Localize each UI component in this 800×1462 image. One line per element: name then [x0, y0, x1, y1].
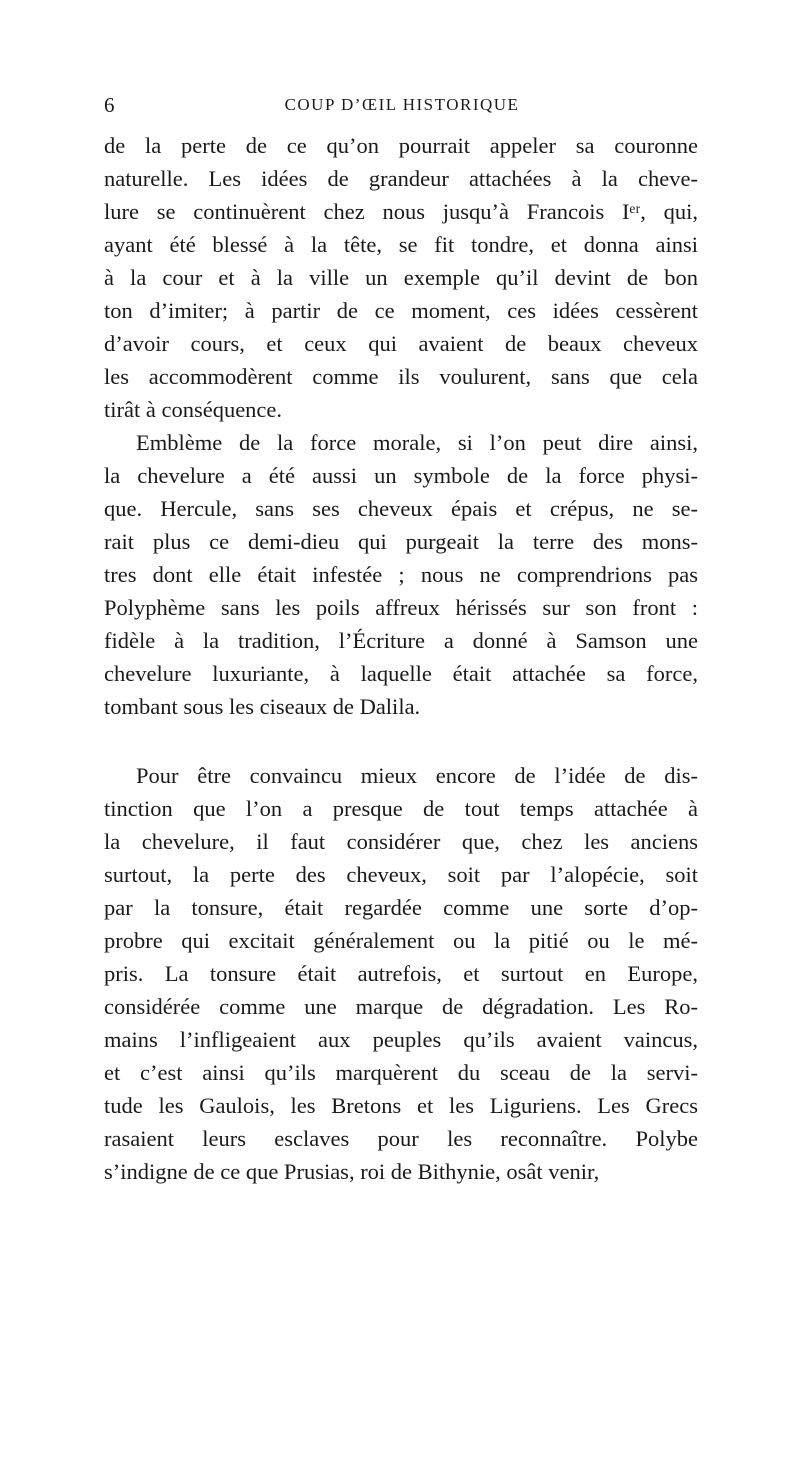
- paragraph: [104, 129, 698, 426]
- text-line: tinction que l’on a presque de tout temps attachée à: [104, 796, 698, 821]
- running-title: COUP D’ŒIL HISTORIQUE: [284, 95, 520, 114]
- text-line: chevelure luxuriante, à laquelle était attachée sa force,: [104, 661, 698, 686]
- text-line: la chevelure, il faut considérer que, chez les anciens: [104, 829, 698, 854]
- text-line: ton d’imiter; à partir de ce moment, ces idées cessèrent: [104, 298, 698, 323]
- text-line: Emblème de la force morale, si l’on peut dire ainsi,: [136, 430, 698, 455]
- text-line: considérée comme une marque de dégradation. Les Ro-: [104, 994, 698, 1019]
- text-line: mains l’infligeaient aux peuples qu’ils avaient vaincus,: [104, 1027, 698, 1052]
- text-line: fidèle à la tradition, l’Écriture a donné à Samson une: [104, 628, 698, 653]
- text-body: [104, 129, 698, 1188]
- text-line: Polyphème sans les poils affreux hérissés sur son front :: [104, 595, 698, 620]
- text-line: rasaient leurs esclaves pour les reconnaître. Polybe: [104, 1126, 698, 1151]
- text-line: probre qui excitait généralement ou la pitié ou le mé-: [104, 928, 698, 953]
- text-line: ayant été blessé à la tête, se fit tondre, et donna ainsi: [104, 232, 698, 257]
- text-line: que. Hercule, sans ses cheveux épais et crépus, ne se-: [104, 496, 698, 521]
- paragraph: [104, 759, 698, 1188]
- running-head: [104, 90, 700, 120]
- text-line: naturelle. Les idées de grandeur attachées à la cheve-: [104, 166, 698, 191]
- text-line: tres dont elle était infestée ; nous ne comprendrions pas: [104, 562, 698, 587]
- paragraph: [104, 426, 698, 723]
- text-line: rait plus ce demi-dieu qui purgeait la terre des mons-: [104, 529, 698, 554]
- text-line: de la perte de ce qu’on pourrait appeler sa couronne: [104, 133, 698, 158]
- text-line: s’indigne de ce que Prusias, roi de Bithynie, osât venir,: [104, 1159, 600, 1184]
- text-line: lure se continuèrent chez nous jusqu’à Francois Iᵉʳ, qui,: [104, 199, 698, 224]
- text-line: tombant sous les ciseaux de Dalila.: [104, 694, 421, 719]
- paragraph-gap: [104, 723, 698, 759]
- page-number: 6: [104, 93, 115, 117]
- text-line: les accommodèrent comme ils voulurent, sans que cela: [104, 364, 698, 389]
- text-line: à la cour et à la ville un exemple qu’il devint de bon: [104, 265, 698, 290]
- text-line: pris. La tonsure était autrefois, et surtout en Europe,: [104, 961, 698, 986]
- text-line: d’avoir cours, et ceux qui avaient de beaux cheveux: [104, 331, 698, 356]
- text-line: Pour être convaincu mieux encore de l’idée de dis-: [136, 763, 698, 788]
- text-line: tirât à conséquence.: [104, 397, 283, 422]
- text-line: tude les Gaulois, les Bretons et les Liguriens. Les Grecs: [104, 1093, 698, 1118]
- text-line: surtout, la perte des cheveux, soit par l’alopécie, soit: [104, 862, 698, 887]
- text-line: par la tonsure, était regardée comme une sorte d’op-: [104, 895, 698, 920]
- text-line: la chevelure a été aussi un symbole de la force physi-: [104, 463, 698, 488]
- text-line: et c’est ainsi qu’ils marquèrent du sceau de la servi-: [104, 1060, 698, 1085]
